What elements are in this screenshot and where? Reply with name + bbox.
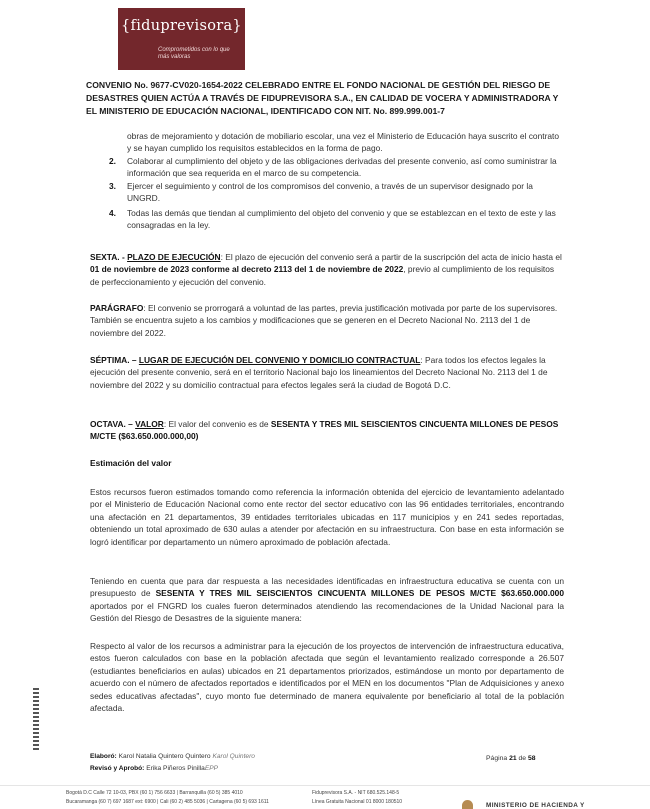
sexta-date: 01 de noviembre de 2023 conforme al decreto 2113 del 1 de noviembre de 2022	[90, 264, 404, 275]
ministerio-label: MINISTERIO DE HACIENDA Y	[486, 802, 585, 809]
list-item-4-number: 4.	[109, 208, 116, 218]
octava-label: OCTAVA. –	[90, 419, 136, 429]
elaboro-line	[90, 752, 255, 761]
estimacion-paragraph-1: Estos recursos fueron estimados tomando como referencia la información obtenida del ejercicio de levantamiento adelantado por el Ministerio de Educación Nacional como ente rector del sector educativo con las 96 entidades territoriales, encontrando una afectación en 21 departamentos, 39 entidades territoriales ubicadas en 117 municipios y en 241 sedes reportadas, obteniendo un total aproximado de 630 aulas a atender por afectación en su infraestructura. Con base en esta información se logró identificar por departamento un número aproximado de población afectada.	[90, 487, 564, 547]
reviso-signature: EPP	[204, 765, 219, 772]
list-continuation: obras de mejoramiento y dotación de mobiliario escolar, una vez el Ministerio de Educación haya suscrito el contrato y se hayan cumplido los requisitos establecidos en la forma de pago.	[127, 131, 560, 154]
paragrafo-label: PARÁGRAFO	[90, 303, 144, 313]
sexta-title: PLAZO DE EJECUCIÓN	[127, 252, 221, 262]
list-item-3-text: Ejercer el seguimiento y control de los compromisos del convenio, a través de un supervisor designado por la UNGRD.	[127, 181, 533, 204]
estimacion-paragraph-2	[90, 575, 564, 625]
sexta-text-1: : El plazo de ejecución del convenio será a partir de la suscripción del acta de inicio hasta el	[220, 252, 562, 262]
septima-text: : Para todos los efectos legales la ejecución del presente convenio, será en el territorio Nacional bajo los lineamientos del Decreto Nacional No. 2113 del 1 de noviembre del 2022 y su domicilio contractual para efectos legales será la ciudad de Bogotá D.C.	[90, 355, 548, 390]
octava-amount: SESENTA Y TRES MIL SEISCIENTOS CINCUENTA MILLONES DE PESOS M/CTE ($63.650.000.000,00)	[90, 419, 559, 442]
octava-text: : El valor del convenio es de	[163, 419, 271, 429]
septima-title: LUGAR DE EJECUCIÓN DEL CONVENIO Y DOMICILIO CONTRACTUAL	[138, 355, 421, 365]
ministerio-crest-icon	[462, 800, 473, 809]
reviso-name: Erika Piñeros Pinilla	[146, 765, 205, 772]
estimacion-p2-text-c: aportados por el FNGRD los cuales fueron determinados atendiendo las recomendaciones de la Unidad Nacional para la Gestión del Riesgo de Desastres de la siguiente manera:	[90, 600, 564, 624]
page-total: 58	[527, 755, 536, 762]
estimacion-title: Estimación del valor	[90, 458, 172, 468]
clause-paragrafo	[90, 302, 564, 339]
footer-offices-1: Bogotá D.C Calle 72 10-03, PBX (60 1) 756 6633 | Barranquilla (60 5) 385 4010	[66, 790, 243, 796]
footer-nit: Fiduprevisora S.A. - NIT 680.525.148-5	[312, 790, 400, 796]
paragrafo-text: : El convenio se prorrogará a voluntad de las partes, previa justificación motivada por parte de los supervisores. También se encuentra sujeto a los cambios y modificaciones que se generen en el Decreto Nacional No. 2113 del 1 de noviembre del 2022.	[90, 303, 558, 338]
list-item-2-text: Colaborar al cumplimiento del objeto y de las obligaciones derivadas del presente convenio, así como suministrar la información que sea requerida en el marco de su competencia.	[127, 156, 557, 179]
reviso-line	[90, 764, 218, 773]
page-of: de	[516, 755, 528, 762]
clause-septima	[90, 354, 564, 391]
elaboro-signature: Karol Quintero	[212, 753, 255, 760]
septima-label: SÉPTIMA. –	[90, 355, 139, 365]
estimacion-p2-text-a: Teniendo en cuenta que para dar respuesta a las necesidades identificadas en infraestructura educativa se cuenta con un presupuesto de	[90, 576, 564, 599]
sexta-text-2: , previo al cumplimiento de los requisitos de perfeccionamiento y ejecución del convenio.	[90, 264, 555, 287]
page-current: 21	[509, 755, 517, 762]
sexta-label: SEXTA. -	[90, 252, 128, 262]
list-item-2-number: 2.	[109, 156, 116, 166]
logo-tagline: Comprometidos con lo que más valoras	[158, 47, 230, 60]
convenio-heading: CONVENIO No. 9677-CV020-1654-2022 CELEBRADO ENTRE EL FONDO NACIONAL DE GESTIÓN DEL RIESGO DE DESASTRES QUIEN ACTÚA A TRAVÉS DE FIDUPREVISORA S.A., EN CALIDAD DE VOCERA Y ADMINISTRADORA Y EL MINISTERIO DE EDUCACIÓN NACIONAL, IDENTIFICADO CON NIT. No. 899.999.001-7	[86, 80, 559, 116]
clause-octava	[90, 418, 564, 443]
list-item-4-text: Todas las demás que tiendan al cumplimiento del objeto del convenio y que se establezcan en el texto de este y las consagradas en la ley.	[127, 208, 556, 231]
estimacion-p2-amount: SESENTA Y TRES MIL SEISCIENTOS CINCUENTA MILLONES DE PESOS M/CTE $63.650.000.000	[155, 588, 564, 599]
footer-hotline: Línea Gratuita Nacional 01 8000 180510	[312, 799, 403, 805]
elaboro-name: Karol Natalia Quintero Quintero	[118, 753, 211, 760]
logo-wordmark: {fiduprevisora}	[121, 18, 242, 34]
page-label: Página	[486, 755, 510, 762]
margin-barcode	[33, 688, 39, 754]
octava-title: VALOR	[135, 419, 164, 429]
clause-sexta	[90, 251, 564, 288]
list-item-3-number: 3.	[109, 181, 116, 191]
estimacion-paragraph-3: Respecto al valor de los recursos a administrar para la ejecución de los proyectos de intervención de infraestructura educativa, estos fueron calculados con base en la población afectada que según el levantamiento realizado corresponde a 26.507 (estudiantes beneficiarios en aulas) ubicados en 21 departamentos priorizados, estimándose un monto por departamento de acuerdo con el número de afectados reportados e identificados por el MEN en los documentos "Plan de Adquisiciones y anexo sedes educativas afectadas", cuyo monto fue determinado de manera equivalente por beneficiario al total de la población afectada.	[90, 641, 564, 714]
page-number	[486, 754, 536, 763]
reviso-label: Revisó y Aprobó:	[90, 765, 145, 772]
footer-offices-2: Bucaramanga (60 7) 697 1687 ext: 6900 | Cali (60 2) 485 5036 | Cartagena (60 5) 693 1611	[66, 799, 269, 805]
fiduprevisora-logo	[118, 8, 245, 70]
footer-divider	[0, 785, 650, 786]
elaboro-label: Elaboró:	[90, 753, 117, 760]
